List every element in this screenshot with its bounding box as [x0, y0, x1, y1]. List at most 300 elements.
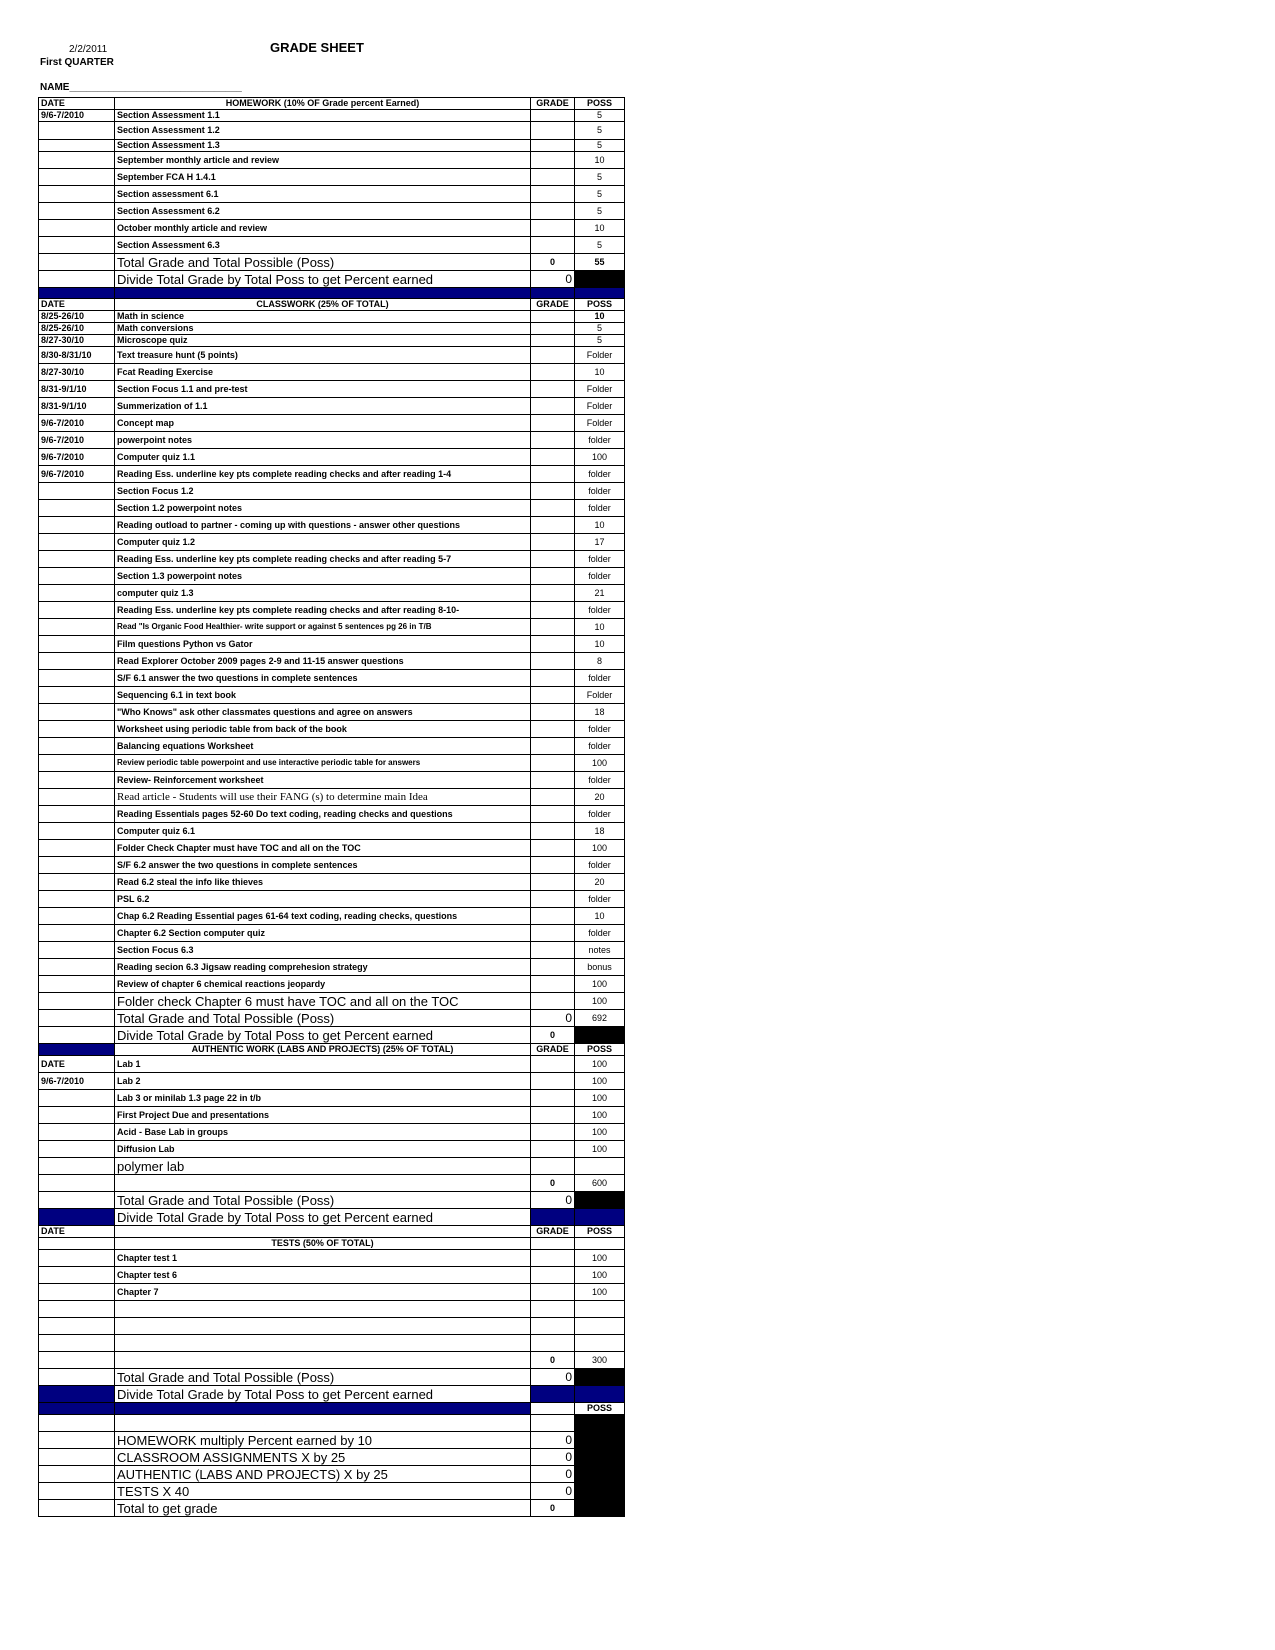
date-cell [39, 483, 115, 500]
grade-cell[interactable] [531, 1141, 575, 1158]
table-row [39, 738, 625, 755]
item-cell [115, 1335, 531, 1352]
poss-cell: folder [575, 551, 625, 568]
poss-cell: 20 [575, 789, 625, 806]
date-cell [39, 500, 115, 517]
grade-cell[interactable] [531, 551, 575, 568]
item-cell: Reading Essentials pages 52-60 Do text coding, reading checks and questions [115, 806, 531, 823]
grade-cell[interactable] [531, 1415, 575, 1432]
grade-cell[interactable] [531, 857, 575, 874]
date-cell [39, 1175, 115, 1192]
date-cell [39, 976, 115, 993]
table-row [39, 347, 625, 364]
item-cell: Computer quiz 1.1 [115, 449, 531, 466]
grade-cell[interactable] [531, 823, 575, 840]
item-cell: Read 6.2 steal the info like thieves [115, 874, 531, 891]
date-cell [39, 140, 115, 152]
poss-cell: 100 [575, 1056, 625, 1073]
date-cell [39, 585, 115, 602]
grade-cell[interactable] [531, 1238, 575, 1250]
date-cell [39, 1250, 115, 1267]
table-row [39, 891, 625, 908]
poss-cell: folder [575, 891, 625, 908]
item-cell: Chapter 6.2 Section computer quiz [115, 925, 531, 942]
table-row [39, 840, 625, 857]
grade-cell[interactable]: 0 [531, 1483, 575, 1500]
grade-cell[interactable]: 0 [531, 271, 575, 288]
table-row [39, 857, 625, 874]
grade-cell[interactable]: GRADE [531, 1044, 575, 1056]
table-row [39, 220, 625, 237]
table-row [39, 1267, 625, 1284]
poss-cell [575, 1415, 625, 1432]
date-cell [39, 1386, 115, 1403]
item-cell: September monthly article and review [115, 152, 531, 169]
grade-cell[interactable] [531, 585, 575, 602]
poss-cell: 21 [575, 585, 625, 602]
date-cell [39, 551, 115, 568]
grade-cell[interactable] [531, 789, 575, 806]
table-row [39, 1352, 625, 1369]
grade-cell[interactable] [531, 449, 575, 466]
table-row [39, 1209, 625, 1226]
table-row [39, 1158, 625, 1175]
date-cell [39, 122, 115, 140]
date-cell [39, 237, 115, 254]
grade-cell[interactable] [531, 311, 575, 323]
grade-cell[interactable] [531, 806, 575, 823]
item-cell: computer quiz 1.3 [115, 585, 531, 602]
grade-cell[interactable] [531, 636, 575, 653]
item-cell: Section Focus 6.3 [115, 942, 531, 959]
item-cell [115, 1352, 531, 1369]
grade-cell[interactable] [531, 220, 575, 237]
item-cell: Chap 6.2 Reading Essential pages 61-64 text coding, reading checks, questions [115, 908, 531, 925]
table-row [39, 976, 625, 993]
grade-cell[interactable] [531, 398, 575, 415]
table-row [39, 1141, 625, 1158]
poss-cell: folder [575, 772, 625, 789]
date-cell: 8/31-9/1/10 [39, 398, 115, 415]
grade-cell[interactable] [531, 738, 575, 755]
table-row [39, 517, 625, 534]
table-row [39, 1466, 625, 1483]
grade-cell[interactable] [531, 704, 575, 721]
poss-cell: folder [575, 432, 625, 449]
grade-cell[interactable] [531, 1284, 575, 1301]
poss-cell [575, 271, 625, 288]
poss-cell [575, 1500, 625, 1517]
grade-cell[interactable] [531, 186, 575, 203]
table-row [39, 653, 625, 670]
grade-cell[interactable]: 0 [531, 1027, 575, 1044]
table-row [39, 432, 625, 449]
item-cell: Section assessment 6.1 [115, 186, 531, 203]
grade-cell[interactable] [531, 500, 575, 517]
grade-cell[interactable] [531, 993, 575, 1010]
grade-cell[interactable] [531, 670, 575, 687]
item-cell: Balancing equations Worksheet [115, 738, 531, 755]
poss-cell: 10 [575, 517, 625, 534]
date-cell: 8/27-30/10 [39, 335, 115, 347]
poss-cell [575, 1318, 625, 1335]
poss-cell: POSS [575, 1226, 625, 1238]
grade-cell[interactable] [531, 1386, 575, 1403]
date-cell [39, 568, 115, 585]
date-cell [39, 653, 115, 670]
date-cell [39, 169, 115, 186]
table-row [39, 942, 625, 959]
poss-cell: 300 [575, 1352, 625, 1369]
table-row [39, 299, 625, 311]
item-cell: Divide Total Grade by Total Poss to get Percent earned [115, 1209, 531, 1226]
table-row [39, 311, 625, 323]
table-row [39, 1124, 625, 1141]
grade-cell[interactable] [531, 1267, 575, 1284]
grade-cell[interactable] [531, 110, 575, 122]
date-cell: 8/27-30/10 [39, 364, 115, 381]
item-cell: CLASSROOM ASSIGNMENTS X by 25 [115, 1449, 531, 1466]
table-row [39, 323, 625, 335]
item-cell: polymer lab [115, 1158, 531, 1175]
grade-cell[interactable]: 0 [531, 1010, 575, 1027]
grade-cell[interactable] [531, 140, 575, 152]
table-row [39, 755, 625, 772]
table-row [39, 602, 625, 619]
item-cell: Review of chapter 6 chemical reactions jeopardy [115, 976, 531, 993]
item-cell: Summerization of 1.1 [115, 398, 531, 415]
grade-cell[interactable] [531, 772, 575, 789]
grade-cell[interactable]: GRADE [531, 299, 575, 311]
poss-cell: 5 [575, 323, 625, 335]
poss-cell: 10 [575, 636, 625, 653]
date-cell [39, 152, 115, 169]
date-cell [39, 891, 115, 908]
table-row [39, 534, 625, 551]
grade-cell[interactable]: 0 [531, 1432, 575, 1449]
grade-cell[interactable]: GRADE [531, 1226, 575, 1238]
grade-cell[interactable]: 0 [531, 1466, 575, 1483]
date-cell [39, 942, 115, 959]
item-cell: Math conversions [115, 323, 531, 335]
date-cell [39, 1466, 115, 1483]
item-cell: Film questions Python vs Gator [115, 636, 531, 653]
item-cell: Divide Total Grade by Total Poss to get Percent earned [115, 1386, 531, 1403]
grade-cell[interactable] [531, 534, 575, 551]
poss-cell: POSS [575, 1403, 625, 1415]
grade-cell[interactable]: 0 [531, 1449, 575, 1466]
item-cell: Divide Total Grade by Total Poss to get Percent earned [115, 271, 531, 288]
grade-cell[interactable] [531, 1335, 575, 1352]
grade-cell[interactable] [531, 602, 575, 619]
item-cell: Review periodic table powerpoint and use interactive periodic table for answers [115, 755, 531, 772]
table-row [39, 1335, 625, 1352]
table-row [39, 636, 625, 653]
table-row [39, 568, 625, 585]
item-cell: September FCA H 1.4.1 [115, 169, 531, 186]
poss-cell: 18 [575, 823, 625, 840]
date-cell [39, 1267, 115, 1284]
item-cell: Folder Check Chapter must have TOC and all on the TOC [115, 840, 531, 857]
grade-cell[interactable] [531, 335, 575, 347]
item-cell: Section Assessment 1.2 [115, 122, 531, 140]
date-cell [39, 1403, 115, 1415]
item-cell: Lab 1 [115, 1056, 531, 1073]
poss-cell [575, 1301, 625, 1318]
grade-cell[interactable] [531, 122, 575, 140]
grade-cell[interactable]: GRADE [531, 98, 575, 110]
date-cell [39, 203, 115, 220]
poss-cell: 100 [575, 449, 625, 466]
date-cell [39, 1432, 115, 1449]
poss-cell [575, 1369, 625, 1386]
poss-cell [575, 1192, 625, 1209]
item-cell: S/F 6.1 answer the two questions in complete sentences [115, 670, 531, 687]
grade-cell[interactable] [531, 347, 575, 364]
poss-cell: 100 [575, 1267, 625, 1284]
grade-cell[interactable] [531, 466, 575, 483]
date-cell [39, 1090, 115, 1107]
table-row [39, 271, 625, 288]
grade-cell[interactable] [531, 169, 575, 186]
grade-cell[interactable] [531, 687, 575, 704]
grade-cell[interactable]: 0 [531, 254, 575, 271]
page-title: GRADE SHEET [270, 40, 364, 55]
item-cell [115, 1318, 531, 1335]
item-cell: HOMEWORK multiply Percent earned by 10 [115, 1432, 531, 1449]
table-row [39, 169, 625, 186]
item-cell: Concept map [115, 415, 531, 432]
grade-cell[interactable] [531, 1318, 575, 1335]
item-cell [115, 1226, 531, 1238]
item-cell: Diffusion Lab [115, 1141, 531, 1158]
grade-cell[interactable] [531, 755, 575, 772]
item-cell: Worksheet using periodic table from back of the book [115, 721, 531, 738]
date-cell [39, 704, 115, 721]
grade-table [38, 97, 625, 1517]
grade-cell[interactable] [531, 1107, 575, 1124]
table-row [39, 449, 625, 466]
grade-cell[interactable] [531, 942, 575, 959]
table-row [39, 823, 625, 840]
item-cell [115, 1301, 531, 1318]
grade-cell[interactable] [531, 381, 575, 398]
item-cell: S/F 6.2 answer the two questions in complete sentences [115, 857, 531, 874]
poss-cell: 10 [575, 220, 625, 237]
grade-cell[interactable] [531, 568, 575, 585]
grade-cell[interactable] [531, 1301, 575, 1318]
date-cell [39, 857, 115, 874]
table-row [39, 1483, 625, 1500]
table-row [39, 415, 625, 432]
grade-cell[interactable] [531, 364, 575, 381]
poss-cell: folder [575, 857, 625, 874]
poss-cell: 10 [575, 152, 625, 169]
poss-cell [575, 1238, 625, 1250]
table-row [39, 925, 625, 942]
item-cell: Fcat Reading Exercise [115, 364, 531, 381]
poss-cell: folder [575, 483, 625, 500]
poss-cell: 5 [575, 169, 625, 186]
table-row [39, 398, 625, 415]
table-row [39, 364, 625, 381]
table-row [39, 687, 625, 704]
poss-cell: 5 [575, 122, 625, 140]
item-cell: Section Assessment 6.2 [115, 203, 531, 220]
poss-cell: 8 [575, 653, 625, 670]
grade-cell[interactable] [531, 908, 575, 925]
item-cell: Total Grade and Total Possible (Poss) [115, 1192, 531, 1209]
date-cell [39, 1192, 115, 1209]
poss-cell: 10 [575, 908, 625, 925]
date-cell [39, 1301, 115, 1318]
grade-cell[interactable] [531, 840, 575, 857]
item-cell: Math in science [115, 311, 531, 323]
item-cell: Read "Is Organic Food Healthier- write support or against 5 sentences pg 26 in T/B [115, 619, 531, 636]
poss-cell: Folder [575, 398, 625, 415]
grade-cell[interactable] [531, 925, 575, 942]
table-row [39, 1107, 625, 1124]
poss-cell: 5 [575, 110, 625, 122]
date-cell [39, 1010, 115, 1027]
grade-cell[interactable]: 0 [531, 1352, 575, 1369]
poss-cell: 100 [575, 1073, 625, 1090]
item-cell: Section Assessment 6.3 [115, 237, 531, 254]
grade-cell[interactable] [531, 1056, 575, 1073]
date-cell [39, 1369, 115, 1386]
item-cell: "Who Knows" ask other classmates questions and agree on answers [115, 704, 531, 721]
grade-cell[interactable] [531, 874, 575, 891]
grade-cell[interactable] [531, 323, 575, 335]
item-cell: Review- Reinforcement worksheet [115, 772, 531, 789]
date-cell: 9/6-7/2010 [39, 1073, 115, 1090]
grade-cell[interactable] [531, 1209, 575, 1226]
item-cell: Section 1.2 powerpoint notes [115, 500, 531, 517]
table-row [39, 1226, 625, 1238]
item-cell [115, 1403, 531, 1415]
table-row [39, 237, 625, 254]
grade-cell[interactable] [531, 1403, 575, 1415]
grade-cell[interactable] [531, 288, 575, 299]
date-cell [39, 1335, 115, 1352]
table-row [39, 704, 625, 721]
poss-cell: folder [575, 738, 625, 755]
poss-cell: 5 [575, 203, 625, 220]
date-cell: 9/6-7/2010 [39, 466, 115, 483]
grade-cell[interactable] [531, 959, 575, 976]
table-row [39, 466, 625, 483]
table-row [39, 288, 625, 299]
poss-cell: 20 [575, 874, 625, 891]
table-row [39, 1369, 625, 1386]
table-row [39, 483, 625, 500]
item-cell: Computer quiz 1.2 [115, 534, 531, 551]
poss-cell: 100 [575, 1250, 625, 1267]
date-cell [39, 789, 115, 806]
poss-cell: POSS [575, 299, 625, 311]
item-cell: Lab 2 [115, 1073, 531, 1090]
table-row [39, 585, 625, 602]
table-row [39, 1432, 625, 1449]
item-cell: HOMEWORK (10% OF Grade percent Earned) [115, 98, 531, 110]
grade-cell[interactable]: 0 [531, 1175, 575, 1192]
grade-cell[interactable] [531, 1090, 575, 1107]
poss-cell: folder [575, 466, 625, 483]
date-cell: DATE [39, 1226, 115, 1238]
poss-cell: 100 [575, 1107, 625, 1124]
date-cell [39, 1352, 115, 1369]
poss-cell [575, 1027, 625, 1044]
item-cell: October monthly article and review [115, 220, 531, 237]
poss-cell [575, 1386, 625, 1403]
grade-cell[interactable] [531, 1158, 575, 1175]
name-field[interactable]: NAME_______________________________ [40, 82, 242, 93]
date-cell [39, 1044, 115, 1056]
grade-cell[interactable]: 0 [531, 1192, 575, 1209]
date-cell [39, 186, 115, 203]
item-cell: Reading Ess. underline key pts complete reading checks and after reading 1-4 [115, 466, 531, 483]
item-cell: Read article - Students will use their FANG (s) to determine main Idea [115, 789, 531, 806]
grade-cell[interactable] [531, 1250, 575, 1267]
grade-cell[interactable] [531, 1073, 575, 1090]
grade-cell[interactable] [531, 976, 575, 993]
poss-cell: folder [575, 568, 625, 585]
date-cell [39, 959, 115, 976]
table-row [39, 335, 625, 347]
date-cell [39, 823, 115, 840]
item-cell: Folder check Chapter 6 must have TOC and all on the TOC [115, 993, 531, 1010]
grade-cell[interactable] [531, 619, 575, 636]
grade-cell[interactable] [531, 653, 575, 670]
grade-cell[interactable] [531, 152, 575, 169]
grade-cell[interactable] [531, 415, 575, 432]
poss-cell [575, 1449, 625, 1466]
poss-cell: folder [575, 925, 625, 942]
grade-cell[interactable]: 0 [531, 1369, 575, 1386]
poss-cell: 5 [575, 335, 625, 347]
table-row [39, 1090, 625, 1107]
grade-cell[interactable] [531, 203, 575, 220]
date-cell [39, 220, 115, 237]
item-cell: Section Focus 1.1 and pre-test [115, 381, 531, 398]
poss-cell: 18 [575, 704, 625, 721]
grade-cell[interactable] [531, 517, 575, 534]
date-cell [39, 908, 115, 925]
table-row [39, 959, 625, 976]
grade-cell[interactable] [531, 891, 575, 908]
grade-cell[interactable]: 0 [531, 1500, 575, 1517]
table-row [39, 254, 625, 271]
item-cell: Total Grade and Total Possible (Poss) [115, 1369, 531, 1386]
item-cell: Computer quiz 6.1 [115, 823, 531, 840]
item-cell: Section 1.3 powerpoint notes [115, 568, 531, 585]
grade-cell[interactable] [531, 432, 575, 449]
date-cell [39, 1107, 115, 1124]
poss-cell: 600 [575, 1175, 625, 1192]
date-cell [39, 636, 115, 653]
grade-cell[interactable] [531, 483, 575, 500]
item-cell: Total to get grade [115, 1500, 531, 1517]
date-cell [39, 602, 115, 619]
poss-cell: 100 [575, 993, 625, 1010]
item-cell: Reading Ess. underline key pts complete reading checks and after reading 5-7 [115, 551, 531, 568]
table-row [39, 186, 625, 203]
date-cell [39, 619, 115, 636]
grade-cell[interactable] [531, 721, 575, 738]
item-cell: Section Assessment 1.3 [115, 140, 531, 152]
grade-cell[interactable] [531, 237, 575, 254]
grade-cell[interactable] [531, 1124, 575, 1141]
